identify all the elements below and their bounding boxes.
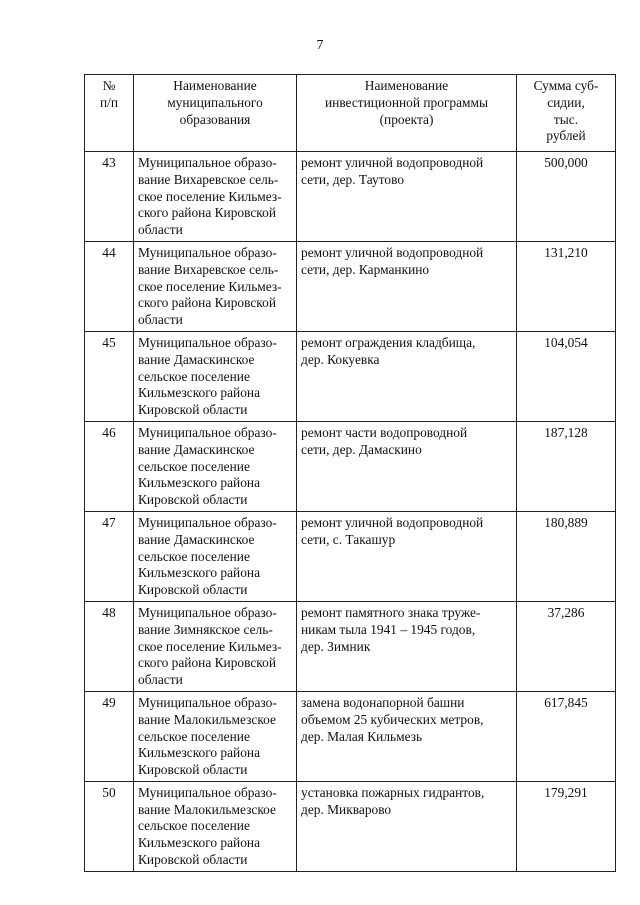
cell-municipality: [134, 511, 297, 601]
cell-num: 49: [85, 691, 134, 781]
cell-line: вание Дамаскинское: [138, 351, 255, 367]
subsidy-table: [84, 74, 616, 872]
cell-line: ремонт уличной водопроводной: [301, 514, 484, 530]
header-line: тыс.: [553, 111, 579, 127]
cell-line: вание Зимнякское сель-: [138, 621, 273, 637]
cell-line: сети, дер. Карманкино: [301, 261, 430, 277]
cell-line: сети, дер. Дамаскино: [301, 441, 422, 457]
cell-line: сельское поселение: [138, 458, 250, 474]
table-row: [85, 601, 616, 691]
cell-program: [297, 421, 517, 511]
cell-municipality: [134, 601, 297, 691]
cell-municipality: [134, 781, 297, 871]
cell-sum: 37,286: [517, 601, 616, 691]
cell-line: сельское поселение: [138, 818, 250, 834]
cell-line: вание Вихаревское сель-: [138, 171, 279, 187]
cell-line: дер. Малая Кильмезь: [301, 728, 423, 744]
table-header-row: [85, 75, 616, 152]
cell-municipality: [134, 241, 297, 331]
cell-sum: 131,210: [517, 241, 616, 331]
cell-line: Кильмезского района: [138, 745, 261, 761]
cell-line: вание Малокильмезское: [138, 801, 276, 817]
header-program: [297, 75, 517, 152]
cell-program: [297, 152, 517, 242]
cell-program: [297, 781, 517, 871]
cell-num: 43: [85, 152, 134, 242]
cell-num: 47: [85, 511, 134, 601]
cell-line: сельское поселение: [138, 368, 250, 384]
header-municipality: [134, 75, 297, 152]
header-line: п/п: [99, 94, 119, 110]
header-line: сидии,: [547, 94, 585, 110]
cell-line: сельское поселение: [138, 548, 250, 564]
cell-line: Муниципальное образо-: [138, 514, 277, 530]
cell-line: ского района Кировской: [138, 295, 276, 311]
cell-line: сети, дер. Таутово: [301, 171, 405, 187]
header-line: рублей: [546, 128, 586, 144]
page-number: 7: [316, 38, 324, 53]
cell-line: замена водонапорной башни: [301, 694, 465, 710]
cell-line: Кировской области: [138, 492, 248, 508]
cell-line: ское поселение Кильмез-: [138, 638, 282, 654]
cell-line: ского района Кировской: [138, 205, 276, 221]
table-body: [85, 152, 616, 872]
cell-municipality: [134, 331, 297, 421]
cell-line: ремонт ограждения кладбища,: [301, 334, 476, 350]
cell-line: Муниципальное образо-: [138, 424, 277, 440]
cell-municipality: [134, 152, 297, 242]
table-row: [85, 152, 616, 242]
cell-line: Кильмезского района: [138, 475, 261, 491]
cell-line: области: [138, 672, 183, 688]
header-line: Наименование: [364, 78, 449, 93]
cell-line: Кильмезского района: [138, 835, 261, 851]
table-row: [85, 511, 616, 601]
table-row: [85, 421, 616, 511]
cell-municipality: [134, 421, 297, 511]
cell-line: ремонт памятного знака труже-: [301, 604, 481, 620]
cell-line: Муниципальное образо-: [138, 334, 277, 350]
cell-line: Кировской области: [138, 582, 248, 598]
cell-line: дер. Кокуевка: [301, 351, 380, 367]
cell-num: 45: [85, 331, 134, 421]
cell-line: вание Малокильмезское: [138, 711, 276, 727]
cell-line: Муниципальное образо-: [138, 604, 277, 620]
cell-line: ское поселение Кильмез-: [138, 188, 282, 204]
cell-line: ремонт уличной водопроводной: [301, 244, 484, 260]
cell-line: Муниципальное образо-: [138, 784, 277, 800]
cell-sum: 179,291: [517, 781, 616, 871]
cell-program: [297, 241, 517, 331]
cell-line: вание Дамаскинское: [138, 531, 255, 547]
cell-num: 48: [85, 601, 134, 691]
cell-line: ского района Кировской: [138, 655, 276, 671]
cell-line: Муниципальное образо-: [138, 694, 277, 710]
cell-line: ремонт части водопроводной: [301, 424, 468, 440]
header-line: муниципального: [167, 94, 263, 110]
cell-line: Муниципальное образо-: [138, 244, 277, 260]
cell-line: области: [138, 222, 183, 238]
header-line: инвестиционной программы: [324, 94, 488, 110]
cell-program: [297, 601, 517, 691]
header-num: [85, 75, 134, 152]
cell-program: [297, 511, 517, 601]
cell-line: области: [138, 312, 183, 328]
cell-line: сельское поселение: [138, 728, 250, 744]
cell-line: Кировской области: [138, 852, 248, 868]
header-line: Сумма суб-: [533, 78, 599, 93]
cell-line: объемом 25 кубических метров,: [301, 711, 484, 727]
cell-line: никам тыла 1941 – 1945 годов,: [301, 621, 476, 637]
cell-line: установка пожарных гидрантов,: [301, 784, 485, 800]
cell-num: 50: [85, 781, 134, 871]
cell-line: Муниципальное образо-: [138, 155, 277, 170]
cell-sum: 617,845: [517, 691, 616, 781]
table-row: [85, 781, 616, 871]
header-line: образования: [179, 111, 251, 127]
header-sum: [517, 75, 616, 152]
cell-sum: 104,054: [517, 331, 616, 421]
cell-line: Кировской области: [138, 402, 248, 418]
table-row: [85, 331, 616, 421]
cell-line: дер. Микварово: [301, 801, 392, 817]
cell-line: сети, с. Такашур: [301, 531, 396, 547]
table-row: [85, 241, 616, 331]
cell-line: дер. Зимник: [301, 638, 371, 654]
cell-num: 44: [85, 241, 134, 331]
cell-line: Кильмезского района: [138, 565, 261, 581]
cell-sum: 180,889: [517, 511, 616, 601]
header-line: Наименование: [173, 78, 257, 93]
cell-line: вание Дамаскинское: [138, 441, 255, 457]
cell-line: Кильмезского района: [138, 385, 261, 401]
cell-program: [297, 691, 517, 781]
cell-sum: 187,128: [517, 421, 616, 511]
cell-program: [297, 331, 517, 421]
header-line: (проекта): [379, 111, 434, 127]
table-row: [85, 691, 616, 781]
cell-num: 46: [85, 421, 134, 511]
cell-line: ское поселение Кильмез-: [138, 278, 282, 294]
cell-line: вание Вихаревское сель-: [138, 261, 279, 277]
cell-line: ремонт уличной водопроводной: [301, 155, 484, 170]
cell-line: Кировской области: [138, 762, 248, 778]
cell-sum: 500,000: [517, 152, 616, 242]
cell-municipality: [134, 691, 297, 781]
header-line: №: [102, 78, 116, 93]
